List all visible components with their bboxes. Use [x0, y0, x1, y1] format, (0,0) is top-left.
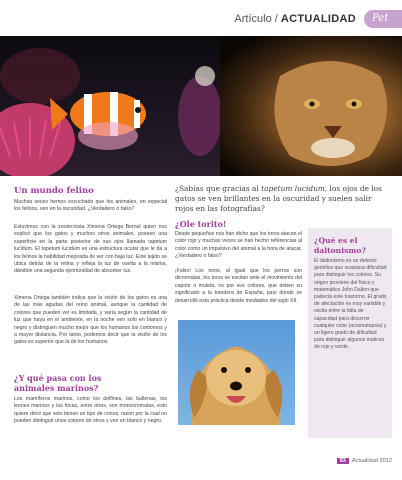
sidebar-title: ¿Qué es el daltonismo?: [314, 236, 366, 255]
lead-scientific-term: tapetum lucidum: [261, 184, 325, 193]
section-label: Artículo / ACTUALIDAD: [234, 13, 356, 25]
sidebar-text: El daltonismo es un defecto genético que ocasiona dificultad para distinguir los colores. Su origen proviene del físico y matemático John Dalton que padecía este trastorno. El grado de afectación es muy variable y oscila entre la falta de capacidad para discernir cualquier color (acromatopsia) y un ligero grado de dificultad para distinguir algunos matices de rojo y verde.: [314, 258, 387, 351]
bulls-paragraph-1: Desde pequeños nos han dicho que los toros atacan el color rojo y muchas veces se han hecho referencias al color como un impulsivo del animal a la hora de atacar. ¿Verdadero o falso?: [175, 231, 302, 260]
body-paragraph-4: Los mamíferos marinos, como los delfines, las ballenas, los leones marinos y las focas, entre otros, son monocromatas, esto quiere decir que solo tienen un tipo de conos, razón por la cual no pueden distinguir unos colores de otros y ven en blanco y negro.: [14, 396, 167, 425]
lioness-photo: [220, 36, 402, 176]
subtitle-bulls: ¿Ole torito!: [175, 219, 227, 229]
clownfish-photo: [0, 36, 220, 176]
golden-retriever-photo: [178, 320, 295, 425]
article-title-felines: Un mundo felino: [14, 186, 94, 196]
bulls-paragraph-2: ¡Falso! Los toros, al igual que los perros son dicromatas, los toros se excitan ante el movimiento del capote o muleta, no por sus colores, que deben su significado a la bandera de España, país donde se desarrolló esta práctica desde mediados del siglo XII.: [175, 268, 302, 304]
lioness-illustration: [220, 36, 402, 176]
body-paragraph-1: Muchas veces hemos escuchado que los animales, en especial los felinos, ven en la oscuridad. ¿Verdadero o falso?: [14, 199, 167, 213]
section-label-bold: ACTUALIDAD: [280, 13, 356, 25]
dog-illustration: [178, 320, 295, 425]
body-paragraph-2: Estuvimos con la zootecnista Ximena Ortega Bernal quien nos explicó que los gatos y muchos otros animales, poseen una superficie en la parte posterior de sus ojos llamada tapetum lucidum. El tapetum lucidum es una estructura ocular que le da a los felinos la habilidad mejorada de ver con baja luz. Este tejido se ubica detrás de la retina y refleja la luz de vuelta a la misma, dándole una segunda oportunidad de absorber luz.: [14, 224, 167, 275]
clownfish-illustration: [0, 36, 220, 176]
page-footer: [337, 458, 392, 464]
section-tab-logo: Pet: [372, 13, 389, 24]
header-photo-strip: [0, 36, 402, 176]
publication-name: Actualidad 2012: [351, 458, 392, 464]
section-tab: [364, 10, 402, 28]
body-paragraph-3: Ximena Ortega también indica que la visión de los gatos es una de las más agudas del reino animal, aunque la cantidad de colores que pueden ver es limitada, y varía según la cantidad de luz que haya en el ambiente, en la noche ven solo en blanco y negro y distinguen mucho mejor que los humanos los contornos y a mayor distancia. Por tanto, podemos decir que la visión de los gatos es superior que la de los humanos.: [14, 295, 167, 346]
lead-question: ¿Sabías que gracias al tapetum lucidum, los ojos de los gatos se ven brillantes en la oscuridad y suelen salir rojos en las fotografías?: [175, 184, 382, 213]
subtitle-marine-animals: ¿Y qué pasa con los animales marinos?: [14, 373, 102, 393]
daltonism-sidebar: [308, 228, 392, 438]
page-header: [0, 0, 402, 36]
page-number: 93: [337, 458, 349, 464]
